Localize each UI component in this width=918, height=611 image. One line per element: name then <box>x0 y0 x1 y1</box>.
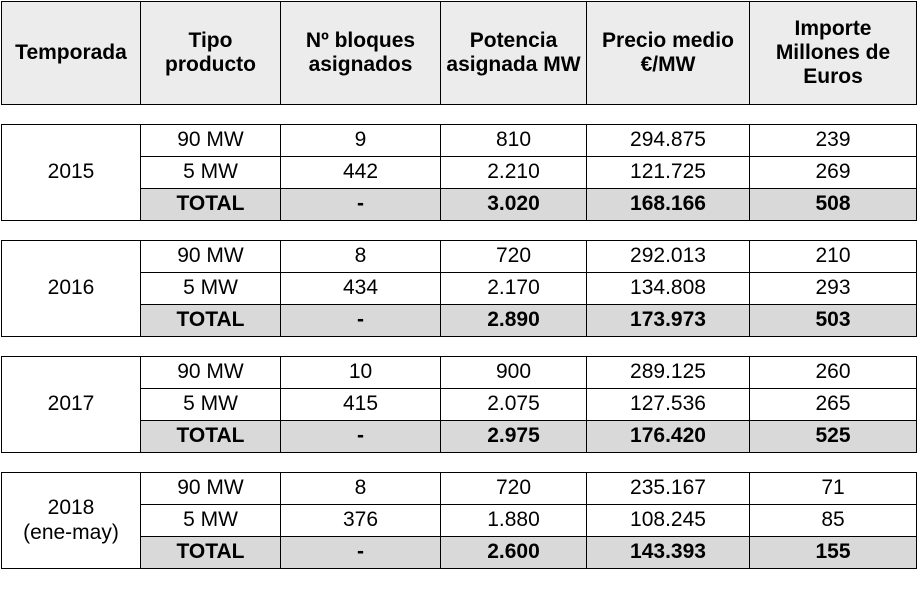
season-cell <box>2 241 141 337</box>
product-type-cell: 90 MW <box>141 125 281 157</box>
blocks-cell: - <box>281 537 441 569</box>
separator-row <box>2 105 917 125</box>
blocks-cell: 442 <box>281 157 441 189</box>
price-cell: 294.875 <box>587 125 750 157</box>
amount-cell: 265 <box>750 389 917 421</box>
amount-cell: 508 <box>750 189 917 221</box>
table-row <box>2 473 917 505</box>
amount-cell: 503 <box>750 305 917 337</box>
season-cell <box>2 357 141 453</box>
amount-cell: 71 <box>750 473 917 505</box>
header-amount: Importe Millones de Euros <box>750 2 917 105</box>
blocks-cell: 8 <box>281 473 441 505</box>
price-cell: 235.167 <box>587 473 750 505</box>
product-type-cell: 5 MW <box>141 157 281 189</box>
blocks-cell: 415 <box>281 389 441 421</box>
power-cell: 2.975 <box>441 421 587 453</box>
table-row <box>2 241 917 273</box>
amount-cell: 155 <box>750 537 917 569</box>
header-price: Precio medio €/MW <box>587 2 750 105</box>
product-type-cell: 90 MW <box>141 357 281 389</box>
product-type-cell: TOTAL <box>141 537 281 569</box>
header-power: Potencia asignada MW <box>441 2 587 105</box>
season-label: (ene-may) <box>23 520 119 544</box>
table-body <box>2 105 917 569</box>
price-cell: 143.393 <box>587 537 750 569</box>
power-cell: 2.170 <box>441 273 587 305</box>
blocks-cell: 9 <box>281 125 441 157</box>
price-cell: 173.973 <box>587 305 750 337</box>
amount-cell: 269 <box>750 157 917 189</box>
power-cell: 2.890 <box>441 305 587 337</box>
header-row <box>2 2 917 105</box>
blocks-cell: 8 <box>281 241 441 273</box>
season-cell <box>2 473 141 569</box>
season-label: 2016 <box>47 276 95 300</box>
power-cell: 2.075 <box>441 389 587 421</box>
price-cell: 121.725 <box>587 157 750 189</box>
product-type-cell: TOTAL <box>141 189 281 221</box>
amount-cell: 239 <box>750 125 917 157</box>
amount-cell: 293 <box>750 273 917 305</box>
amount-cell: 260 <box>750 357 917 389</box>
price-cell: 127.536 <box>587 389 750 421</box>
amount-cell: 85 <box>750 505 917 537</box>
blocks-cell: 376 <box>281 505 441 537</box>
price-cell: 134.808 <box>587 273 750 305</box>
power-cell: 1.880 <box>441 505 587 537</box>
product-type-cell: TOTAL <box>141 305 281 337</box>
blocks-cell: - <box>281 421 441 453</box>
product-type-cell: TOTAL <box>141 421 281 453</box>
price-cell: 289.125 <box>587 357 750 389</box>
season-label: 2017 <box>47 392 95 416</box>
power-cell: 720 <box>441 241 587 273</box>
product-type-cell: 5 MW <box>141 389 281 421</box>
power-cell: 2.210 <box>441 157 587 189</box>
power-cell: 720 <box>441 473 587 505</box>
price-cell: 176.420 <box>587 421 750 453</box>
table-row <box>2 357 917 389</box>
separator-cell <box>2 453 917 473</box>
blocks-cell: - <box>281 189 441 221</box>
power-cell: 900 <box>441 357 587 389</box>
amount-cell: 525 <box>750 421 917 453</box>
header-season: Temporada <box>2 2 141 105</box>
season-label: 2015 <box>47 160 95 184</box>
season-label: 2018 <box>47 496 95 520</box>
header-blocks: Nº bloques asignados <box>281 2 441 105</box>
amount-cell: 210 <box>750 241 917 273</box>
separator-row <box>2 221 917 241</box>
separator-cell <box>2 105 917 125</box>
separator-row <box>2 453 917 473</box>
header-product-type: Tipo producto <box>141 2 281 105</box>
table-row <box>2 125 917 157</box>
results-table <box>1 1 917 569</box>
separator-cell <box>2 221 917 241</box>
blocks-cell: - <box>281 305 441 337</box>
power-cell: 810 <box>441 125 587 157</box>
separator-row <box>2 337 917 357</box>
price-cell: 168.166 <box>587 189 750 221</box>
price-cell: 292.013 <box>587 241 750 273</box>
blocks-cell: 434 <box>281 273 441 305</box>
season-cell <box>2 125 141 221</box>
product-type-cell: 90 MW <box>141 473 281 505</box>
product-type-cell: 5 MW <box>141 505 281 537</box>
blocks-cell: 10 <box>281 357 441 389</box>
separator-cell <box>2 337 917 357</box>
product-type-cell: 90 MW <box>141 241 281 273</box>
product-type-cell: 5 MW <box>141 273 281 305</box>
price-cell: 108.245 <box>587 505 750 537</box>
power-cell: 2.600 <box>441 537 587 569</box>
power-cell: 3.020 <box>441 189 587 221</box>
